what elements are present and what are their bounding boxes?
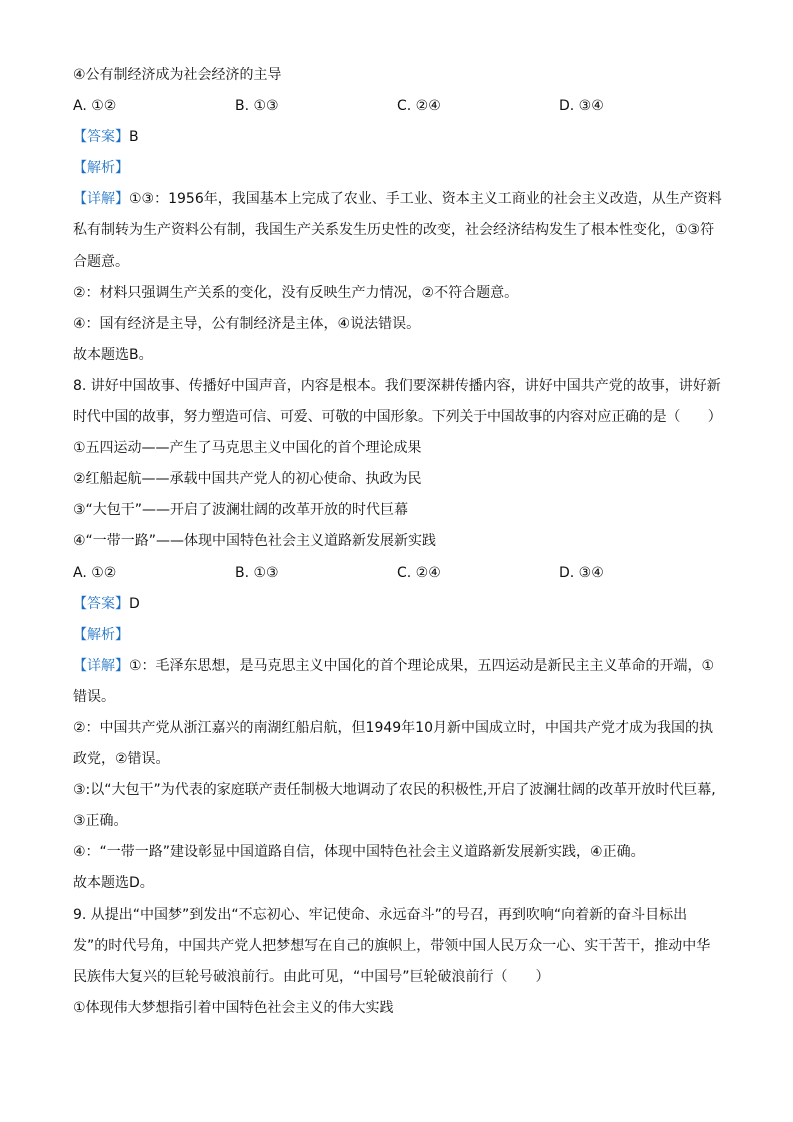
q8-detail-line-1 [73,655,723,686]
q7-conclusion: 故本题选B。 [73,346,153,363]
q8-stem-line-1: 8. 讲好中国故事、传播好中国声音，内容是根本。我们要深耕传播内容，讲好中国共产党的故事，讲好新 [73,377,721,394]
q7-point-4: ④：国有经济是主导，公有制经济是主体，④说法错误。 [73,315,421,332]
q8-option-1: ①五四运动——产生了马克思主义中国化的首个理论成果 [73,440,422,457]
q8-option-2: ②红船起航——承载中国共产党人的初心使命、执政为民 [73,471,422,488]
detail-tag: 【详解】 [73,191,129,208]
answer-value: B [129,129,139,146]
q8-stem-line-2: 时代中国的故事，努力塑造可信、可爱、可敬的中国形象。下列关于中国故事的内容对应正确的是（ ） [73,409,722,426]
q8-point-2-line-1: ②：中国共产党从浙江嘉兴的南湖红船启航，但1949年10月新中国成立时，中国共产党才成为我国的执 [73,719,713,736]
choice-b: B. ①③ [235,564,279,581]
q8-answer [73,593,723,624]
q8-point-4: ④：“一带一路”建设彰显中国道路自信，体现中国特色社会主义道路新发展新实践，④正确。 [73,844,645,861]
document-page [73,64,723,1028]
answer-value: D [129,595,140,612]
detail-tag: 【详解】 [73,657,129,674]
q7-option-4: ④公有制经济成为社会经济的主导 [73,67,282,83]
answer-tag: 【答案】 [73,129,129,146]
choice-b: B. ①③ [235,98,279,115]
q8-analysis-tag: 【解析】 [73,626,129,643]
q7-detail-line-2: 私有制转为生产资料公有制，我国生产关系发生历史性的改变，社会经济结构发生了根本性变化，①③符 [73,222,715,239]
q9-stem-line-2: 发”的时代号角，中国共产党人把梦想写在自己的旗帜上，带领中国人民万众一心、实干苦干，推动中华 [73,937,711,954]
choice-a: A. ①② [73,98,117,115]
q9-stem-line-1: 9. 从提出“中国梦”到发出“不忘初心、牢记使命、永远奋斗”的号召，再到吹响“向着新的奋斗目标出 [73,906,688,923]
q8-detail-line-2: 错误。 [73,688,115,705]
detail-text: ①：毛泽东思想，是马克思主义中国化的首个理论成果，五四运动是新民主主义革命的开端，① [129,657,715,674]
q7-point-2: ②：材料只强调生产关系的变化，没有反映生产力情况，②不符合题意。 [73,284,519,301]
q7-detail-line-3: 合题意。 [73,253,129,270]
detail-text: ①③：1956年，我国基本上完成了农业、手工业、资本主义工商业的社会主义改造，从生产资料 [129,191,722,208]
q8-choices [73,562,723,593]
q9-stem-line-3: 民族伟大复兴的巨轮号破浪前行。由此可见，“中国号”巨轮破浪前行（ ） [73,968,550,985]
choice-c: C. ②④ [397,98,441,115]
choice-d: D. ③④ [559,98,604,115]
q8-point-3-line-1: ③:以“大包干”为代表的家庭联产责任制极大地调动了农民的积极性,开启了波澜壮阔的改革开放时代巨幕, [73,782,716,799]
q8-option-4: ④“一带一路”——体现中国特色社会主义道路新发展新实践 [73,533,437,550]
q7-analysis-tag: 【解析】 [73,160,129,177]
answer-tag: 【答案】 [73,595,129,612]
q8-conclusion: 故本题选D。 [73,875,154,892]
q8-option-3: ③“大包干”——开启了波澜壮阔的改革开放的时代巨幕 [73,502,409,519]
q8-point-3-line-2: ③正确。 [73,813,128,830]
q7-detail-line-1 [73,188,723,219]
choice-a: A. ①② [73,564,117,581]
q7-answer [73,126,723,157]
q7-choices [73,95,723,126]
choice-d: D. ③④ [559,564,604,581]
choice-c: C. ②④ [397,564,441,581]
q9-option-1: ①体现伟大梦想指引着中国特色社会主义的伟大实践 [73,999,394,1016]
q8-point-2-line-2: 政党，②错误。 [73,751,170,768]
